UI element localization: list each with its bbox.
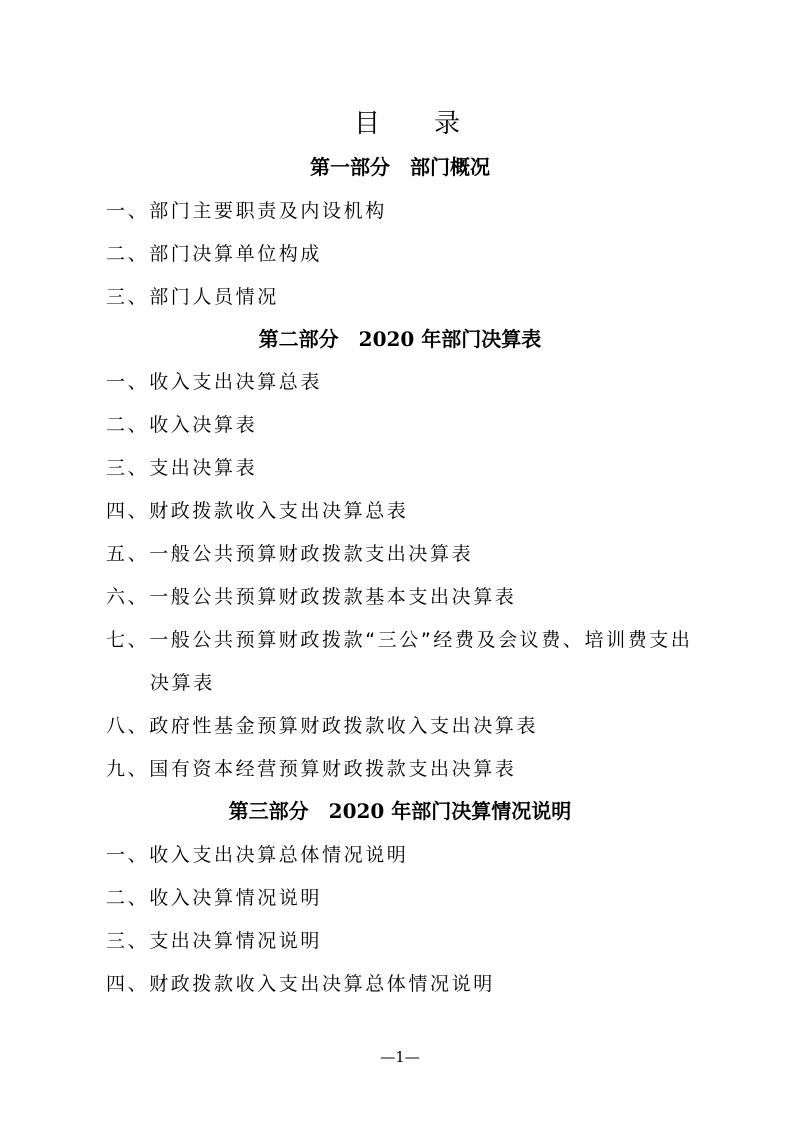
toc-entry[interactable]: 六、一般公共预算财政拨款基本支出决算表 [106,586,517,608]
toc-entry[interactable]: 一、部门主要职责及内设机构 [106,200,387,222]
part-heading-2: 第二部分 2020 年部门决算表 [258,327,542,351]
page-number: —1— [380,1048,420,1066]
toc-entry[interactable]: 四、财政拨款收入支出决算总体情况说明 [106,973,495,995]
toc-entry[interactable]: 九、国有资本经营预算财政拨款支出决算表 [106,758,517,780]
toc-entry[interactable]: 三、支出决算情况说明 [106,930,323,952]
toc-entry[interactable]: 一、收入支出决算总表 [106,371,323,393]
toc-entry[interactable]: 八、政府性基金预算财政拨款收入支出决算表 [106,715,539,737]
toc-entry[interactable]: 一、收入支出决算总体情况说明 [106,844,409,866]
toc-entry[interactable]: 五、一般公共预算财政拨款支出决算表 [106,543,474,565]
toc-entry[interactable]: 三、部门人员情况 [106,286,279,308]
toc-entry-continuation[interactable]: 决算表 [150,672,215,694]
toc-entry[interactable]: 四、财政拨款收入支出决算总表 [106,500,409,522]
toc-title: 目 录 [353,109,474,139]
toc-entry[interactable]: 三、支出决算表 [106,457,258,479]
part-heading-3: 第三部分 2020 年部门决算情况说明 [228,799,572,823]
part-heading-1: 第一部分 部门概况 [310,155,490,179]
toc-entry[interactable]: 二、收入决算情况说明 [106,887,323,909]
toc-entry[interactable]: 二、收入决算表 [106,414,258,436]
toc-entry[interactable]: 七、一般公共预算财政拨款“三公”经费及会议费、培训费支出 [106,629,693,651]
toc-entry[interactable]: 二、部门决算单位构成 [106,243,323,265]
